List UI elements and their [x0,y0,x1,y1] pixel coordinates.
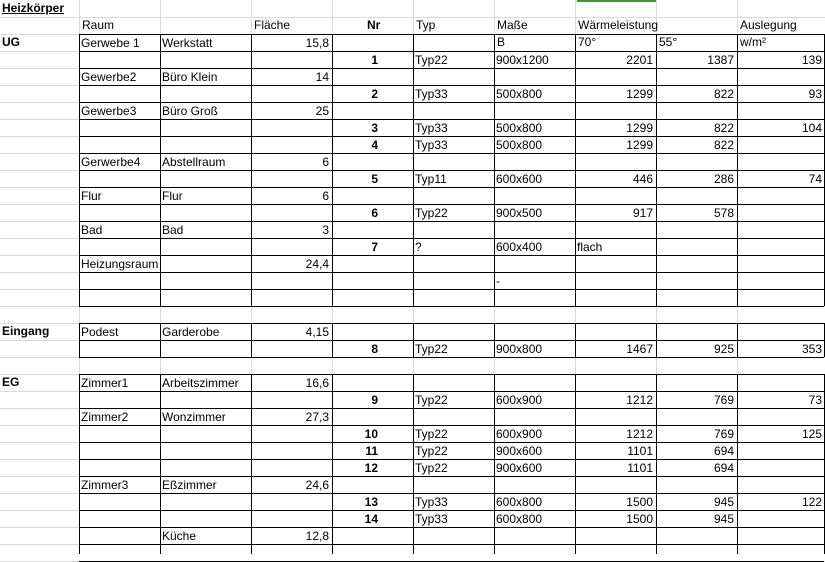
cell-border [575,34,576,306]
radiator-type-cell[interactable]: Typ33 [415,512,448,526]
room-area-cell[interactable]: 24,6 [305,478,329,492]
auslegung-cell[interactable]: 74 [808,172,822,186]
power-70-cell[interactable]: 1101 [627,444,653,458]
room-area-cell[interactable]: 24,4 [305,257,329,271]
cell-border [413,323,414,357]
section-ug[interactable]: UG [2,35,20,49]
radiator-size-cell[interactable]: 600x800 [496,512,543,526]
radiator-number-cell[interactable]: 8 [371,342,378,356]
cell-border [494,34,495,306]
radiator-type-cell[interactable]: Typ11 [415,172,447,186]
radiator-number-cell[interactable]: 10 [364,427,378,441]
power-70-cell[interactable]: 2201 [626,53,653,67]
power-70-cell[interactable]: 1212 [626,393,653,407]
header-typ[interactable]: Typ [416,18,436,32]
room-area-cell[interactable]: 3 [322,223,329,237]
cell-border [79,374,80,554]
power-55-cell[interactable]: 822 [713,121,734,135]
radiator-size-cell[interactable]: 500x800 [496,138,543,152]
section-eingang[interactable]: Eingang [2,324,50,338]
room-name-cell[interactable]: Arbeitszimmer [162,376,239,390]
power-70-cell[interactable]: flach [577,240,603,254]
power-55-cell[interactable]: 1387 [707,53,734,67]
room-area-cell[interactable]: 14 [315,70,329,84]
auslegung-cell[interactable]: 353 [801,342,822,356]
auslegung-cell[interactable]: 73 [808,393,822,407]
radiator-type-cell[interactable]: Typ22 [415,393,448,407]
room-area-cell[interactable]: 25 [315,104,329,118]
cell-border [79,34,80,306]
power-55-cell[interactable]: 286 [713,172,734,186]
auslegung-cell[interactable]: 125 [801,427,822,441]
room-name-cell[interactable]: Flur [162,189,183,203]
radiator-number-cell[interactable]: 13 [364,495,378,509]
auslegung-cell[interactable]: 104 [801,121,822,135]
room-name-cell[interactable]: Wonzimmer [162,410,226,424]
radiator-size-cell[interactable]: 600x900 [496,393,543,407]
cell-border [494,323,495,357]
cell-border [160,374,161,554]
radiator-size-cell[interactable]: 900x600 [496,461,543,475]
radiator-number-cell[interactable]: 7 [371,240,378,254]
header-flaeche[interactable]: Fläche [254,18,291,32]
radiator-number-cell[interactable]: 9 [371,393,378,407]
cell-border [79,323,80,357]
radiator-type-cell[interactable]: Typ22 [415,342,448,356]
power-70-cell[interactable]: 446 [632,172,653,186]
room-code-cell[interactable]: Zimmer3 [81,478,129,492]
radiator-number-cell[interactable]: 11 [365,444,378,458]
power-70-cell[interactable]: 1299 [626,87,653,101]
room-name-cell[interactable]: Abstellraum [162,155,226,169]
cell-border [413,374,414,554]
power-70-cell[interactable]: 917 [632,206,653,220]
header-auslegung[interactable]: Auslegung [740,18,797,32]
radiator-size-cell[interactable]: 900x600 [496,444,543,458]
power-55-cell[interactable]: 694 [713,461,734,475]
radiator-type-cell[interactable]: ? [415,240,422,254]
room-name-cell[interactable]: Garderobe [162,325,220,339]
room-code-cell[interactable]: Gewerbe2 [81,70,137,84]
room-code-cell[interactable]: Zimmer1 [81,376,129,390]
radiator-size-cell[interactable]: 500x800 [496,87,543,101]
power-70-cell[interactable]: 1500 [626,512,653,526]
cell-border [79,272,824,273]
header-masse[interactable]: Maße [497,18,528,32]
room-area-cell[interactable]: 12,8 [305,529,329,543]
room-code-cell[interactable]: Bad [81,223,103,237]
room-area-cell[interactable]: 16,6 [305,376,329,390]
cell-border [79,255,824,256]
radiator-type-cell[interactable]: Typ33 [415,138,448,152]
radiator-type-cell[interactable]: Typ22 [415,206,448,220]
header-55[interactable]: 55° [659,35,678,49]
header-auslegung-sub[interactable]: w/m² [740,35,766,49]
room-name-cell[interactable]: Bad [162,223,184,237]
room-name-cell[interactable]: Werkstatt [162,36,213,50]
room-code-cell[interactable]: Zimmer2 [81,410,129,424]
power-55-cell[interactable]: 769 [713,393,734,407]
room-area-cell[interactable]: 27,3 [305,410,329,424]
header-nr[interactable]: Nr [367,18,381,32]
header-70[interactable]: 70° [578,35,597,49]
power-55-cell[interactable]: 822 [713,138,734,152]
cell-border [79,238,824,239]
section-eg[interactable]: EG [2,375,20,389]
room-area-cell[interactable]: 6 [322,155,329,169]
radiator-number-cell[interactable]: 6 [371,206,378,220]
power-70-cell[interactable]: 1299 [626,138,653,152]
cell-border [656,34,657,306]
cell-border [413,34,414,306]
room-code-cell[interactable]: Flur [81,189,102,203]
room-name-cell[interactable]: Büro Klein [162,70,218,84]
power-55-cell[interactable]: 945 [713,495,734,509]
room-name-cell[interactable]: Eßzimmer [162,478,217,492]
power-70-cell[interactable]: 1101 [627,461,653,475]
radiator-size-cell[interactable]: 900x800 [496,342,543,356]
power-70-cell[interactable]: 1212 [626,427,653,441]
room-area-cell[interactable]: 4,15 [305,325,329,339]
power-70-cell[interactable]: 1500 [626,495,653,509]
power-55-cell[interactable]: 822 [713,87,734,101]
power-55-cell[interactable]: 578 [713,206,734,220]
radiator-type-cell[interactable]: Typ33 [415,121,448,135]
cell-border [79,289,824,290]
selection-indicator [577,0,656,2]
radiator-size-cell[interactable]: 900x500 [496,206,543,220]
cell-border [737,34,738,306]
radiator-size-cell[interactable]: 600x600 [496,172,543,186]
radiator-size-cell[interactable]: 600x800 [496,495,543,509]
power-55-cell[interactable]: 769 [713,427,734,441]
room-name-cell[interactable]: Küche [162,529,197,543]
radiator-size-cell[interactable]: 500x800 [496,121,543,135]
cell-border [160,34,161,306]
power-55-cell[interactable]: 925 [713,342,734,356]
radiator-number-cell[interactable]: 3 [371,121,378,135]
room-code-cell[interactable]: Podest [81,325,119,339]
radiator-number-cell[interactable]: 2 [371,87,378,101]
radiator-size-cell[interactable]: 900x1200 [496,53,549,67]
cell-border [160,323,161,357]
radiator-number-cell[interactable]: 14 [364,512,378,526]
radiator-number-cell[interactable]: 5 [371,172,378,186]
power-70-cell[interactable]: 1467 [626,342,653,356]
header-waermeleistung[interactable]: Wärmeleistung [578,18,659,32]
header-masse-sub[interactable]: B [497,35,506,49]
room-code-cell[interactable]: Gerwebe 1 [81,36,140,50]
radiator-type-cell[interactable]: Typ22 [415,461,448,475]
cell-border [79,306,824,307]
power-70-cell[interactable]: 1299 [626,121,653,135]
radiator-size-cell[interactable]: - [496,274,500,288]
room-code-cell[interactable]: Heizungsraum [81,257,159,271]
radiator-number-cell[interactable]: 1 [371,53,378,67]
auslegung-cell[interactable]: 122 [801,495,822,509]
room-code-cell[interactable]: Gerwerbe4 [81,155,141,169]
room-code-cell[interactable]: Gewerbe3 [81,104,137,118]
radiator-type-cell[interactable]: Typ33 [415,87,448,101]
radiator-number-cell[interactable]: 12 [364,461,378,475]
radiator-size-cell[interactable]: 600x400 [496,240,543,254]
cell-border [251,374,252,554]
radiator-type-cell[interactable]: Typ33 [415,495,448,509]
power-55-cell[interactable]: 945 [713,512,734,526]
cell-border [494,374,495,554]
auslegung-cell[interactable]: 93 [808,87,822,101]
radiator-size-cell[interactable]: 600x900 [496,427,543,441]
auslegung-cell[interactable]: 139 [801,53,822,67]
room-area-cell[interactable]: 15,8 [305,36,329,50]
radiator-type-cell[interactable]: Typ22 [415,53,448,67]
cell-border [332,34,333,306]
sheet-title[interactable]: Heizkörper [2,1,65,15]
power-55-cell[interactable]: 694 [713,444,734,458]
radiator-type-cell[interactable]: Typ22 [415,427,448,441]
room-area-cell[interactable]: 6 [322,189,329,203]
header-raum[interactable]: Raum [82,18,115,32]
radiator-type-cell[interactable]: Typ22 [415,444,448,458]
room-name-cell[interactable]: Büro Groß [162,104,219,118]
radiator-number-cell[interactable]: 4 [371,138,378,152]
